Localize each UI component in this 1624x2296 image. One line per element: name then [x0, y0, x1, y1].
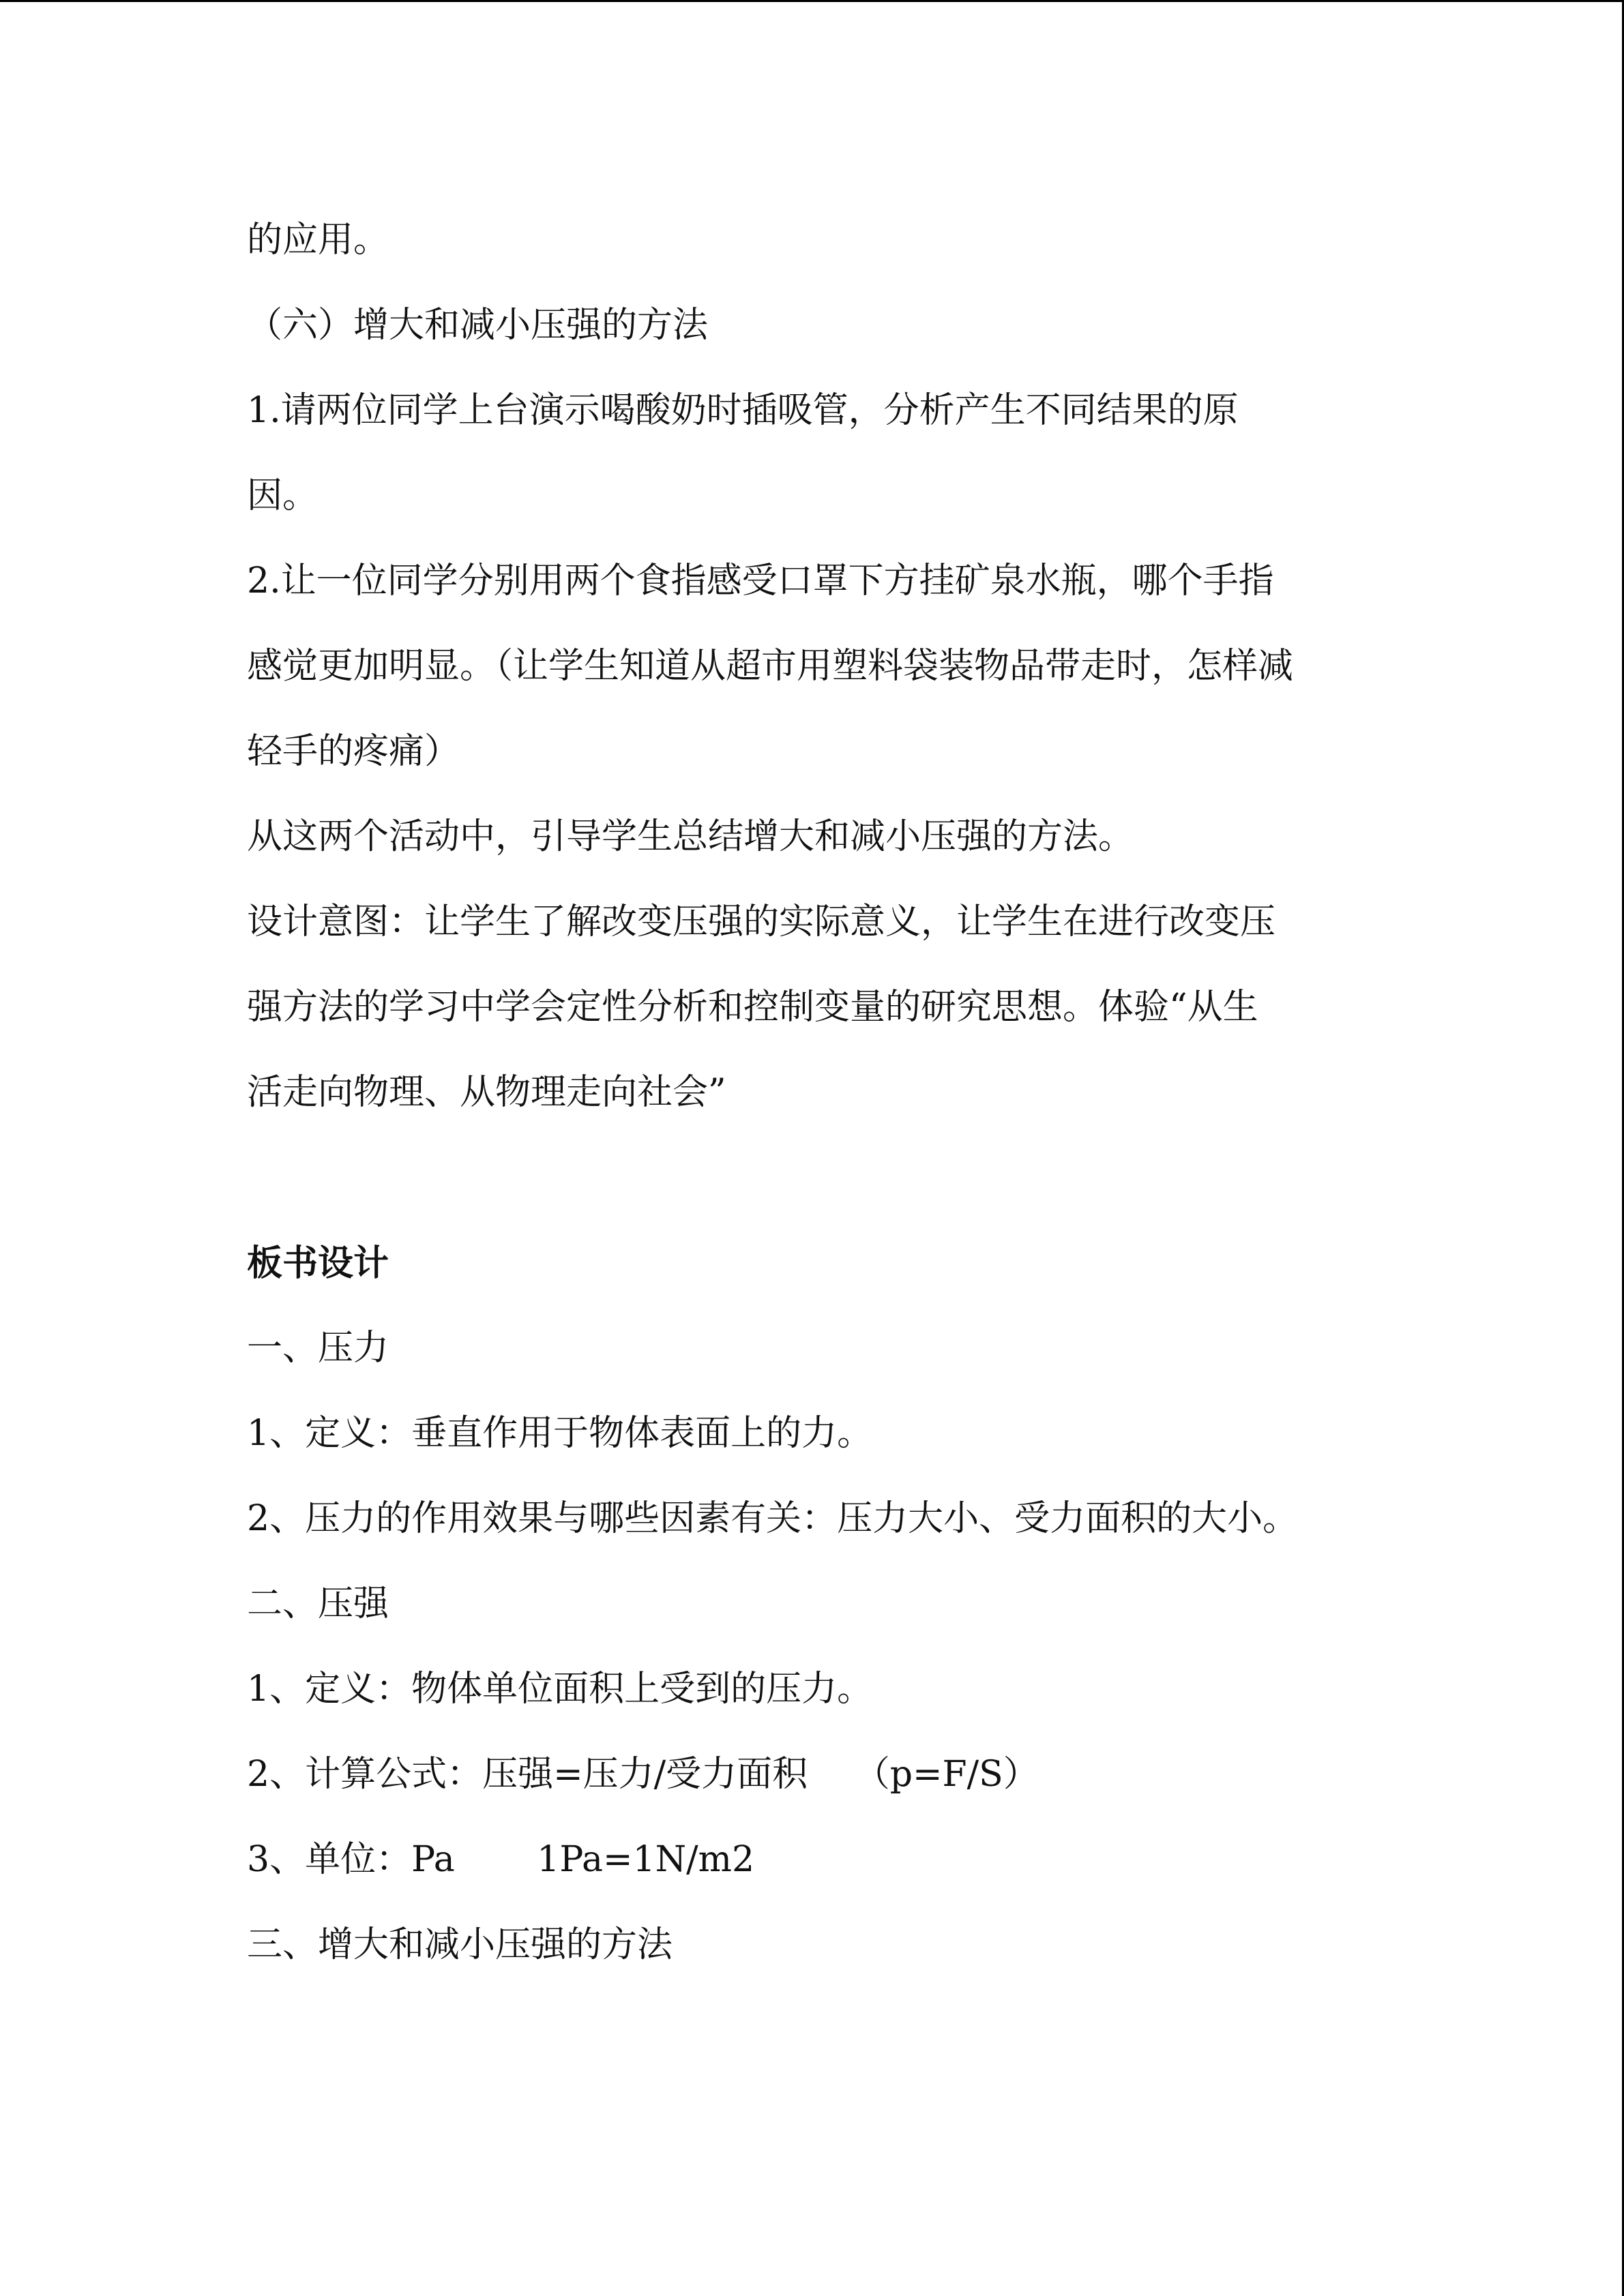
text-line: 从这两个活动中，引导学生总结增大和减小压强的方法。 [247, 816, 1134, 857]
text-line: 活走向物理、从物理走向社会” [247, 1072, 726, 1113]
board-item: 一、压力 [247, 1328, 389, 1369]
text-line: 的应用。 [247, 220, 389, 260]
board-item: 3、单位：Pa 1Pa=1N/m2 [247, 1839, 755, 1880]
board-item: 1、定义：物体单位面积上受到的压力。 [247, 1669, 873, 1710]
page-border-top [0, 0, 1624, 2]
board-item: 2、压力的作用效果与哪些因素有关：压力大小、受力面积的大小。 [247, 1498, 1299, 1539]
text-line: 设计意图：让学生了解改变压强的实际意义，让学生在进行改变压 [247, 901, 1276, 942]
text-line: 因。 [247, 475, 319, 516]
board-item: 1、定义：垂直作用于物体表面上的力。 [247, 1413, 873, 1454]
text-line: 感觉更加明显。（让学生知道从超市用塑料袋装物品带走时，怎样减 [247, 646, 1294, 687]
text-line: 2.让一位同学分别用两个食指感受口罩下方挂矿泉水瓶，哪个手指 [247, 561, 1274, 601]
spacer [247, 1135, 1393, 1221]
board-item: 2、计算公式：压强=压力/受力面积 （p=F/S） [247, 1754, 1039, 1795]
document-body [247, 198, 1393, 1988]
text-line: 1.请两位同学上台演示喝酸奶时插吸管，分析产生不同结果的原 [247, 390, 1239, 431]
board-item: 二、压强 [247, 1583, 389, 1624]
board-item: 三、增大和减小压强的方法 [247, 1924, 673, 1965]
text-line: 轻手的疼痛） [247, 731, 460, 772]
board-design-title: 板书设计 [247, 1242, 389, 1284]
text-line: 强方法的学习中学会定性分析和控制变量的研究思想。体验“从生 [247, 987, 1258, 1028]
section-heading: （六）增大和减小压强的方法 [247, 305, 709, 346]
